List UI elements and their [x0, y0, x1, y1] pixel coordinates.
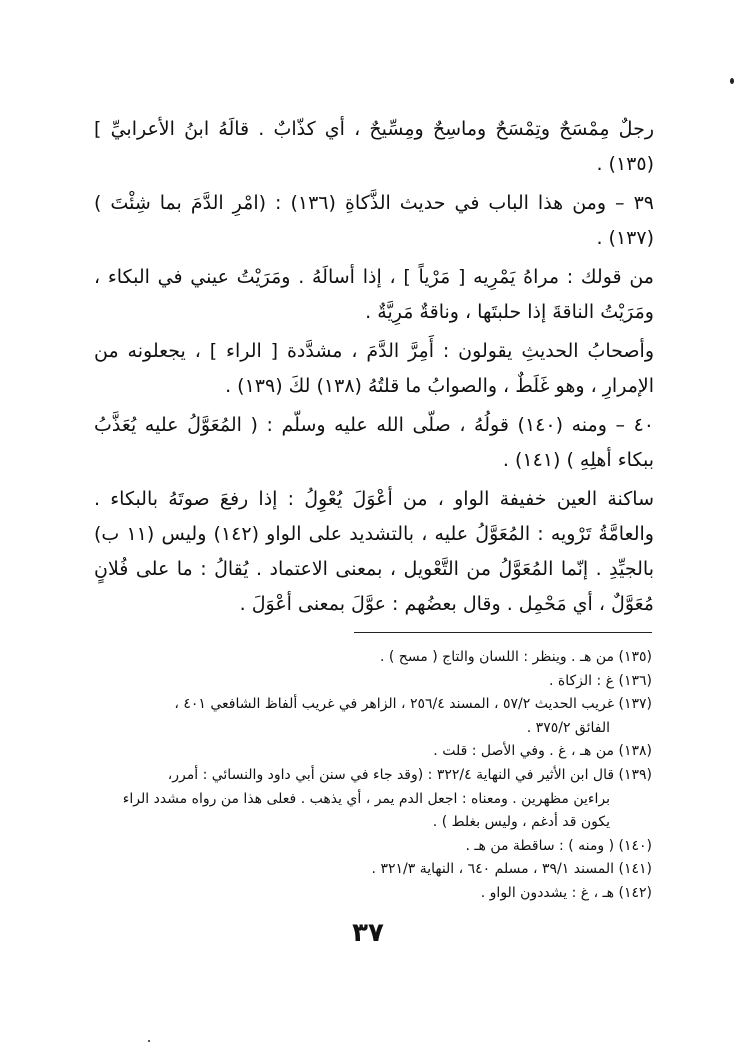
main-text	[94, 112, 654, 626]
footnote	[104, 646, 652, 670]
footnote-text: ( ومنه ) : ساقطة من هـ .	[465, 837, 615, 854]
footnote-number: (١٣٩)	[618, 766, 652, 783]
scan-speck	[148, 1040, 150, 1042]
footnote-number: (١٣٥)	[618, 649, 652, 665]
footnote-number: (١٣٧)	[618, 696, 652, 713]
footnote	[104, 835, 652, 859]
paragraph: ٤٠ – ومنه (١٤٠) قولُهُ ، صلّى الله عليه وسلّم : ( المُعَوَّلُ عليه يُعَذَّبُ ببكاء أهلِهِ ) (١٤١) .	[94, 414, 654, 471]
footnote-text: غ : الزكاة .	[549, 672, 615, 689]
footnote-number: (١٤٠)	[618, 837, 652, 854]
scan-speck	[730, 78, 734, 84]
footnote-text: من هـ . وينظر : اللسان والتاج ( مسح ) .	[379, 649, 615, 665]
footnotes	[104, 646, 652, 906]
footnote-text: المسند ٣٩/١ ، مسلم ٦٤٠ ، النهاية ٣٢١/٣ .	[371, 861, 615, 878]
paragraph: رجلٌ مِمْسَحٌ وتِمْسَحٌ وماسِحٌ ومِسِّيحٌ ، أي كذّابٌ . قالَهُ ابنُ الأعرابيِّ ](١٣٥) .	[94, 118, 654, 175]
footnote	[104, 693, 652, 717]
footnote	[104, 764, 652, 788]
footnote-number: (١٣٦)	[618, 672, 652, 689]
footnote	[104, 740, 652, 764]
footnote-separator	[354, 632, 652, 633]
footnote-text: قال ابن الأثير في النهاية ٣٢٢/٤ : (وقد جاء في سنن أبي داود والنسائي : أمرر،	[167, 766, 615, 783]
footnote-text: هـ ، غ : يشددون الواو .	[480, 884, 615, 901]
footnote-number: (١٣٨)	[618, 743, 652, 760]
footnote-number: (١٤١)	[618, 861, 652, 878]
footnote	[104, 882, 652, 906]
footnote	[104, 858, 652, 882]
footnote-continuation: براءين مظهرين . ومعناه : اجعل الدم يمر ، أي يذهب . فعلى هذا من رواه مشدد الراء	[122, 790, 610, 807]
paragraph: وأصحابُ الحديثِ يقولون : أَمِرَّ الدَّمَ ، مشدَّدة [ الراء ] ، يجعلونه من الإمرارِ ، وهو غَلَطٌ ، والصوابُ ما قلتُهُ (١٣٨) لكَ (١٣٩) .	[94, 340, 654, 397]
footnote	[104, 670, 652, 694]
footnote-text: من هـ ، غ . وفي الأصل : قلت .	[433, 743, 615, 760]
footnote-continuation: يكون قد أدغم ، وليس بغلط ) .	[432, 814, 610, 831]
page-number: ٣٧	[352, 918, 384, 948]
paragraph: ٣٩ – ومن هذا الباب في حديث الذَّكاةِ (١٣٦) : (امْرِ الدَّمَ بما شِئْتَ ) (١٣٧) .	[94, 192, 654, 249]
footnote-number: (١٤٢)	[618, 884, 652, 901]
paragraph: من قولك : مراهُ يَمْرِيه [ مَرْياً ] ، إذا أسالَهُ . ومَرَيْتُ عيني في البكاء ، ومَرَيْتُ الناقةَ إذا حلبتَها ، وناقةٌ مَرِيَّةٌ .	[94, 266, 654, 323]
footnote-continuation: الفائق ٣٧٥/٢ .	[526, 719, 610, 736]
paragraph: ساكنة العين خفيفة الواو ، من أعْوَلَ يُعْوِلُ : إذا رفعَ صوتَهُ بالبكاء . والعامَّةُ تَرْويه : المُعَوَّلُ عليه ، بالتشديد على الواو (١٤٢) وليس (١١ ب) بالجيِّدِ . إنّما المُعَوَّلُ من التَّعْويل ، بمعنى الاعتماد . يُقالُ : ما على فُلانٍ مُعَوَّلٌ ، أي مَحْمِل . وقال بعضُهم : عوَّلَ بمعنى أعْوَلَ .	[94, 488, 654, 615]
footnote-text: غريب الحديث ٥٧/٢ ، المسند ٢٥٦/٤ ، الزاهر في غريب ألفاظ الشافعي ٤٠١ ،	[174, 696, 615, 713]
